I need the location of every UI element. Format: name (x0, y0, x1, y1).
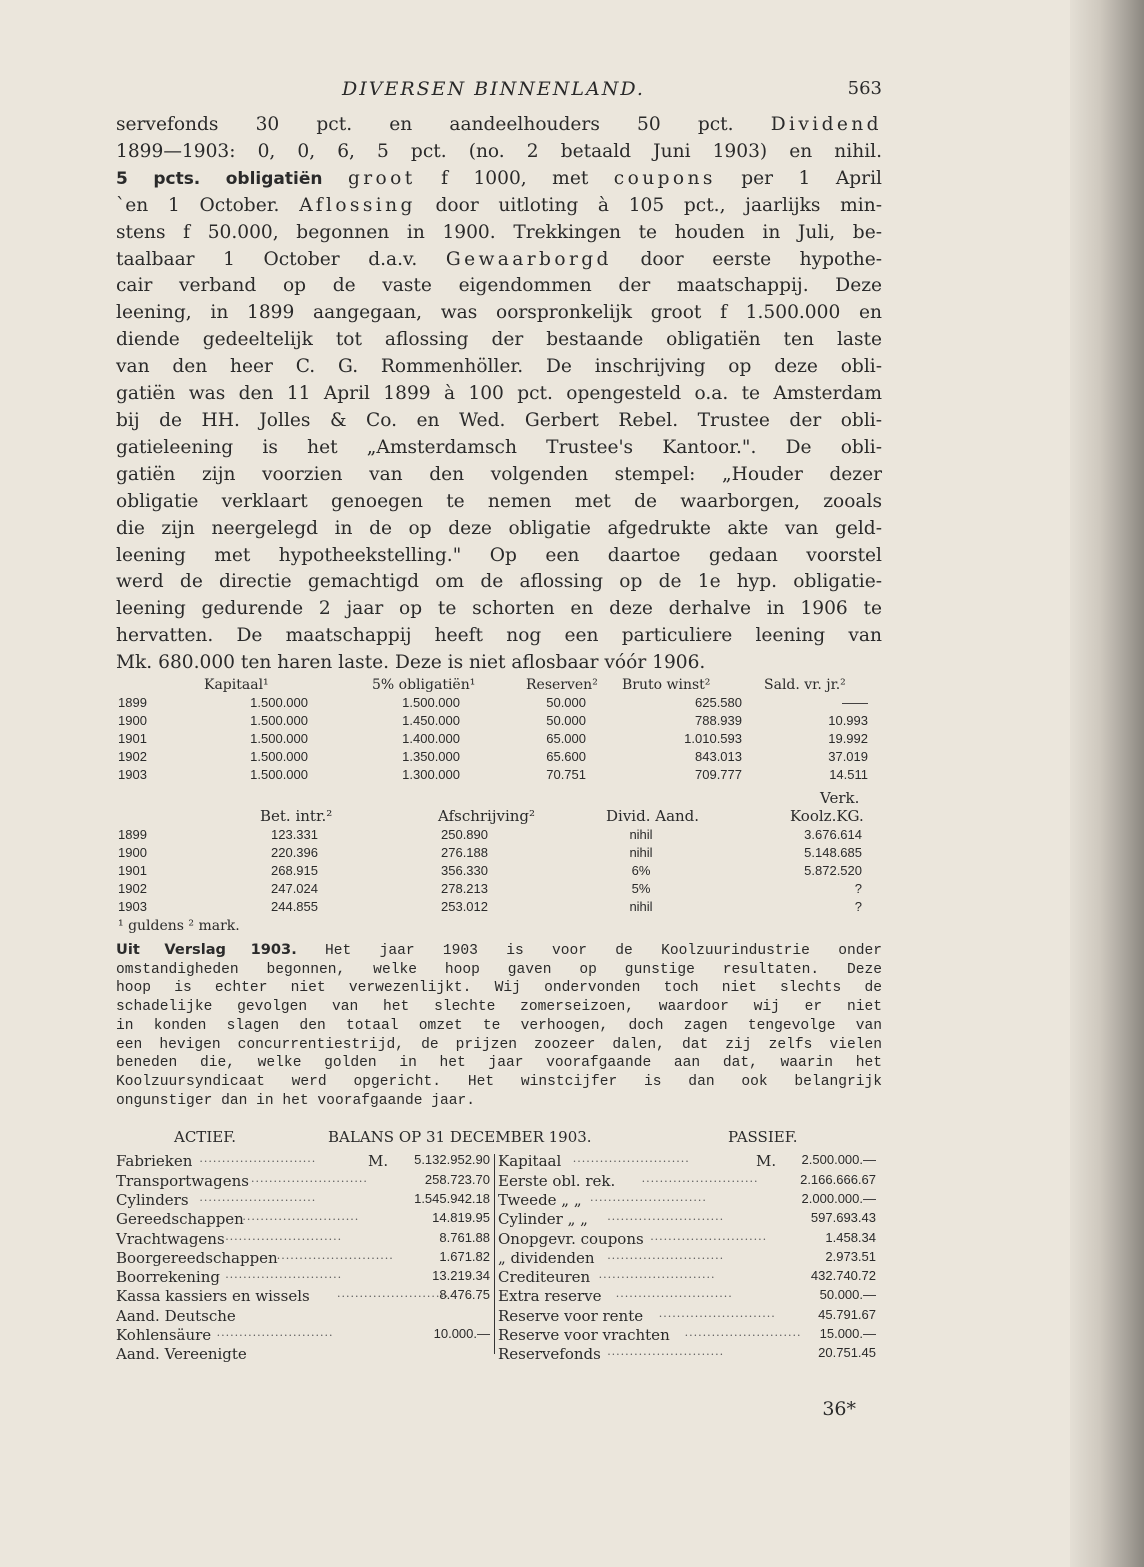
asset-label: Gereedschappen (116, 1210, 244, 1229)
text-line: in konden slagen den totaal omzet te verhoogen, doch zagen tengevolge van (116, 1017, 882, 1034)
asset-label: Boorgereedschappen (116, 1248, 278, 1267)
text-line: gatieleening is het „Amsterdamsch Trustee's Kantoor.". De obli- (116, 436, 882, 458)
balance-row (116, 1249, 882, 1268)
balance-row (116, 1230, 882, 1249)
leader-dots: .......................... (276, 1248, 394, 1262)
asset-label: Vrachtwagens (116, 1229, 225, 1248)
currency-prefix: M. (368, 1152, 389, 1171)
leader-dots: .......................... (199, 1190, 317, 1204)
leader-dots: .......................... (641, 1171, 759, 1185)
text-line: hervatten. De maatschappij heeft nog een particuliere leening van (116, 625, 882, 647)
liability-label: Crediteuren (498, 1268, 591, 1287)
balance-row (116, 1172, 882, 1191)
balance-row (116, 1191, 882, 1210)
liability-label: Reserve voor rente (498, 1306, 644, 1325)
text-line: hoop is echter niet verwezenlijkt. Wij ondervonden toch niet slechts de (116, 980, 882, 997)
text-line: schadelijke gevolgen van het slechte zomerseizoen, waardoor wij er niet (116, 999, 882, 1016)
liability-label: Onopgevr. coupons (498, 1229, 644, 1248)
table-header: 5% obligatiën¹ (372, 677, 476, 694)
table-header: Koolz.KG. (790, 807, 864, 826)
table-row: 1901 1.500.000 1.400.000 65.000 1.010.593 19.992 (118, 731, 868, 747)
asset-value: 258.723.70 (424, 1171, 490, 1187)
table-row: 1900 1.500.000 1.450.000 50.000 788.939 10.993 (118, 713, 868, 729)
text-line: gatiën was den 11 April 1899 à 100 pct. opengesteld o.a. te Amsterdam (116, 383, 882, 405)
leader-dots: .......................... (615, 1287, 733, 1301)
text-line: omstandigheden begonnen, welke hoop gaven op gunstige resultaten. Deze (116, 961, 882, 978)
liability-value: 50.000.— (819, 1287, 876, 1303)
text-line: bij de HH. Jolles & Co. en Wed. Gerbert Rebel. Trustee der obli- (116, 409, 882, 431)
text-line: diende gedeeltelijk tot aflossing der bestaande obligatiën ten laste (116, 329, 882, 351)
text-line: leening met hypotheekstelling." Op een daartoe gedaan voorstel (116, 544, 882, 566)
text-line: leening, in 1899 aangegaan, was oorspronkelijk groot f 1.500.000 en (116, 302, 882, 324)
liability-label: Reserve voor vrachten (498, 1326, 670, 1345)
liability-value: 1.458.34 (825, 1229, 876, 1245)
table-header-top: Verk. (820, 789, 860, 808)
liability-label: „ dividenden (498, 1248, 595, 1267)
leader-dots: .......................... (225, 1268, 343, 1282)
leader-dots: .......................... (607, 1345, 725, 1359)
running-title: DIVERSEN BINNENLAND. (342, 78, 645, 100)
asset-value: 1.545.942.18 (414, 1190, 490, 1206)
table-row: 1901 268.915 356.330 6% 5.872.520 (118, 863, 862, 879)
financial-table-2 (116, 789, 882, 939)
table-row: 1902 247.024 278.213 5% ? (118, 881, 862, 897)
liability-label: Reservefonds (498, 1345, 601, 1364)
text-line: servefonds 30 pct. en aandeelhouders 50 pct. Dividend (116, 114, 882, 135)
liability-value: 2.000.000.— (801, 1190, 876, 1206)
main-paragraph (116, 112, 882, 677)
balance-title: BALANS OP 31 DECEMBER 1903. (328, 1128, 592, 1147)
leader-dots: .......................... (658, 1306, 776, 1320)
balance-sheet (116, 1152, 882, 1364)
asset-label: Kassa kassiers en wissels (116, 1287, 310, 1306)
scan-page-edge (1070, 0, 1144, 1567)
leader-dots: .......................... (607, 1210, 725, 1224)
table-row: 1902 1.500.000 1.350.000 65.600 843.013 37.019 (118, 749, 868, 765)
leader-dots: .......................... (199, 1152, 317, 1166)
balance-row (116, 1345, 882, 1364)
text-line: `en 1 October. Aflossing door uitloting à 105 pct., jaarlijks min- (116, 194, 882, 216)
text-line: leening gedurende 2 jaar op te schorten en deze derhalve in 1906 te (116, 598, 882, 620)
balance-sheet-header (116, 1128, 882, 1152)
page-number: 563 (847, 78, 882, 99)
table-row: 1900 220.396 276.188 nihil 5.148.685 (118, 845, 862, 861)
asset-value: 8.761.88 (439, 1229, 490, 1245)
page-header (116, 78, 882, 112)
asset-label: Aand. Vereenigte (116, 1345, 247, 1364)
leader-dots: .......................... (590, 1190, 707, 1204)
text-line: ongunstiger dan in het voorafgaande jaar. (116, 1092, 476, 1109)
leader-dots: .......................... (242, 1210, 360, 1224)
bold-lead-verslag: Uit Verslag 1903. (116, 941, 297, 959)
table-header: Bruto winst² (622, 677, 711, 694)
text-line: Uit Verslag 1903. Het jaar 1903 is voor de Koolzuurindustrie onder (116, 941, 883, 960)
text-line: 1899—1903: 0, 0, 6, 5 pct. (no. 2 betaald Juni 1903) en nihil. (116, 140, 882, 162)
table-row: 1899 123.331 250.890 nihil 3.676.614 (118, 827, 862, 843)
text-line: een hevigen concurrentiestrijd, de prijzen zoozeer dalen, dat zij zelfs vielen (116, 1036, 882, 1053)
balance-row (116, 1307, 882, 1326)
text-line: taalbaar 1 October d.a.v. Gewaarborgd door eerste hypothe- (116, 248, 882, 270)
leader-dots: .......................... (650, 1229, 768, 1243)
table-row: 1903 244.855 253.012 nihil ? (118, 899, 862, 915)
table-header: Afschrijving² (438, 807, 536, 826)
leader-dots: .......................... (598, 1268, 716, 1282)
leader-dots: .......................... (337, 1287, 454, 1301)
financial-table-1 (116, 677, 882, 789)
signature-mark: 36* (822, 1398, 856, 1420)
leader-dots: .......................... (572, 1152, 690, 1166)
table-header: Sald. vr. jr.² (764, 677, 846, 694)
bold-heading-obligaties: 5 pcts. obligatiën (116, 168, 323, 189)
actief-title: ACTIEF. (174, 1128, 237, 1147)
table-header: Divid. Aand. (606, 807, 700, 826)
liability-value: 20.751.45 (818, 1345, 876, 1361)
asset-value: 8.476.75 (439, 1287, 490, 1303)
asset-label: Cylinders (116, 1190, 189, 1209)
liability-value: 597.693.43 (810, 1210, 876, 1226)
table-footnote: ¹ guldens ² mark. (118, 918, 240, 935)
text-line: van den heer C. G. Rommenhöller. De inschrijving op deze obli- (116, 356, 882, 378)
leader-dots: .......................... (225, 1229, 343, 1243)
table-row: 1899 1.500.000 1.500.000 50.000 625.580 —— (118, 695, 868, 711)
asset-value: 10.000.— (433, 1326, 490, 1342)
leader-dots: .......................... (684, 1326, 802, 1340)
text-line: Koolzuursyndicaat werd opgericht. Het winstcijfer is dan ook belangrijk (116, 1073, 882, 1090)
asset-label: Transportwagens (116, 1171, 249, 1190)
liability-label: Extra reserve (498, 1287, 602, 1306)
liability-label: Tweede „ „ (498, 1190, 582, 1209)
liability-value: 2.973.51 (825, 1248, 876, 1264)
table-header: Kapitaal¹ (204, 677, 269, 694)
liability-label: Eerste obl. rek. (498, 1171, 616, 1190)
table-header: Bet. intr.² (260, 807, 333, 826)
leader-dots: .......................... (251, 1171, 368, 1185)
balance-row (116, 1268, 882, 1287)
asset-label: Fabrieken (116, 1152, 193, 1171)
liability-label: Kapitaal (498, 1152, 562, 1171)
balance-row (116, 1210, 882, 1229)
leader-dots: .......................... (607, 1248, 725, 1262)
balance-row (116, 1287, 882, 1306)
text-line: 5 pcts. obligatiën groot f 1000, met coupons per 1 April (116, 167, 882, 189)
text-line: werd de directie gemachtigd om de aflossing op de 1e hyp. obligatie- (116, 571, 882, 593)
liability-label: Cylinder „ „ (498, 1210, 588, 1229)
text-line: obligatie verklaart genoegen te nemen met de waarborgen, zooals (116, 490, 882, 512)
report-paragraph (116, 941, 882, 1110)
liability-value: 15.000.— (819, 1326, 876, 1342)
spaced-word-dividend: Dividend (770, 114, 882, 135)
text-line: Mk. 680.000 ten haren laste. Deze is niet aflosbaar vóór 1906. (116, 652, 706, 674)
text-line: beneden die, welke golden in het jaar voorafgaande aan dat, waarin het (116, 1055, 882, 1072)
text-line: gatiën zijn voorzien van den volgenden stempel: „Houder dezer (116, 463, 882, 485)
asset-label: Boorrekening (116, 1268, 220, 1287)
asset-value: 14.819.95 (432, 1210, 490, 1226)
document-page (116, 78, 883, 1420)
liability-value: 2.166.666.67 (800, 1171, 876, 1187)
text-line: cair verband op de vaste eigendommen der maatschappij. Deze (116, 275, 882, 297)
passief-title: PASSIEF. (728, 1128, 798, 1147)
asset-label: Kohlensäure (116, 1326, 212, 1345)
currency-prefix: M. (756, 1152, 777, 1171)
table-header: Reserven² (526, 677, 598, 694)
asset-value: 5.132.952.90 (414, 1152, 490, 1168)
balance-row (116, 1326, 882, 1345)
liability-value: 2.500.000.— (801, 1152, 876, 1168)
liability-value: 45.791.67 (818, 1306, 876, 1322)
balance-row (116, 1152, 882, 1171)
text-line: die zijn neergelegd in de op deze obligatie afgedrukte akte van geld- (116, 517, 882, 539)
asset-value: 1.671.82 (439, 1248, 490, 1264)
liability-value: 432.740.72 (810, 1268, 876, 1284)
asset-label: Aand. Deutsche (116, 1306, 236, 1325)
leader-dots: .......................... (216, 1326, 334, 1340)
asset-value: 13.219.34 (432, 1268, 490, 1284)
text-line: stens f 50.000, begonnen in 1900. Trekkingen te houden in Juli, be- (116, 221, 882, 243)
table-row: 1903 1.500.000 1.300.000 70.751 709.777 14.511 (118, 767, 868, 783)
